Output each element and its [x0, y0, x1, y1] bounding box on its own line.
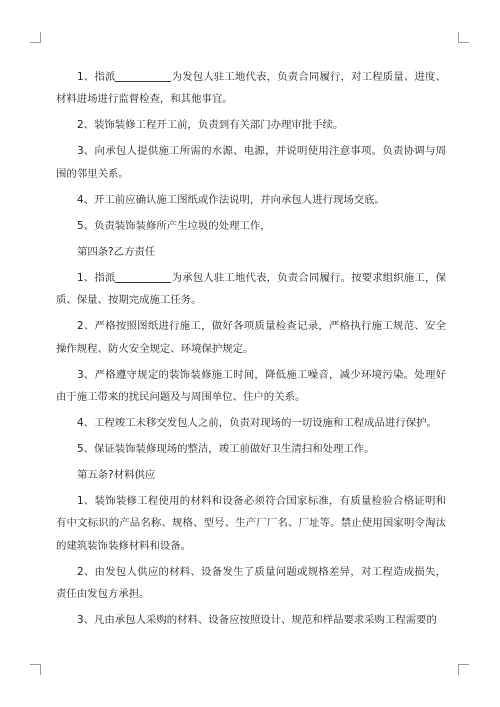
- paragraph: 1、装饰装修工程使用的材料和设备必须符合国家标准，有质量检验合格证明和有中文标识的产品名称、规格、型号、生产厂厂名、厂址等。禁止使用国家明令淘汰的建筑装饰装修材料和设备。: [56, 495, 446, 552]
- paragraph: 2、由发包人供应的材料、设备发生了质量问题或规格差异，对工程造成损失，责任由发包方承担。: [56, 565, 446, 601]
- paragraph-text: 为承包人驻工地代表，负责合同履行。按要求组织施工，保质、保量、按期完成施工任务。: [56, 271, 446, 307]
- article-5-heading: 第五条?材料供应: [77, 469, 156, 482]
- paragraph: 2、严格按照图纸进行施工，做好各项质量检查记录，严格执行施工规范、安全操作规程、防火安全规定、环境保护规定。: [56, 320, 446, 355]
- paragraph-text: 1、指派: [77, 271, 116, 284]
- crop-mark-bottom-left: [30, 664, 41, 675]
- paragraph: 3、向承包人提供施工所需的水源、电源，并说明使用注意事项。负责协调与周围的邻里关系。: [56, 145, 446, 180]
- paragraph: 3、凡由承包人采购的材料、设备应按照设计、规范和样品要求采购工程需要的: [77, 614, 437, 627]
- fill-in-blank[interactable]: [115, 271, 171, 283]
- paragraph-landlord-rep: [56, 66, 446, 111]
- paragraph: 4、工程竣工未移交发包人之前，负责对现场的一切设施和工程成品进行保护。: [77, 417, 437, 430]
- document-body: [56, 66, 446, 635]
- paragraph-text: 为发包人驻工地代表，负责合同履行，对工程质量、进度、材料进场进行监督检查，和其他事宜。: [56, 71, 446, 106]
- paragraph: 5、保证装饰装修现场的整洁，竣工前做好卫生清扫和处理工作。: [77, 443, 375, 456]
- paragraph: 2、装饰装修工程开工前，负责到有关部门办理审批手续。: [77, 119, 344, 132]
- paragraph-text: 1、指派: [77, 71, 116, 83]
- crop-mark-top-left: [30, 32, 41, 43]
- paragraph: 4、开工前应确认施工图纸或作法说明，并向承包人进行现场交底。: [77, 193, 385, 206]
- paragraph: 3、严格遵守规定的装饰装修施工时间，降低施工噪音，减少环境污染。处理好由于施工带来的扰民问题及与周围单位、住户的关系。: [56, 368, 446, 404]
- crop-mark-bottom-right: [458, 664, 469, 675]
- crop-mark-top-right: [458, 32, 469, 43]
- article-4-heading: 第四条?乙方责任: [77, 245, 156, 258]
- fill-in-blank[interactable]: [115, 70, 171, 82]
- paragraph-contractor-rep: [56, 267, 446, 312]
- paragraph: 5、负责装饰装修所产生垃圾的处理工作，: [77, 219, 271, 232]
